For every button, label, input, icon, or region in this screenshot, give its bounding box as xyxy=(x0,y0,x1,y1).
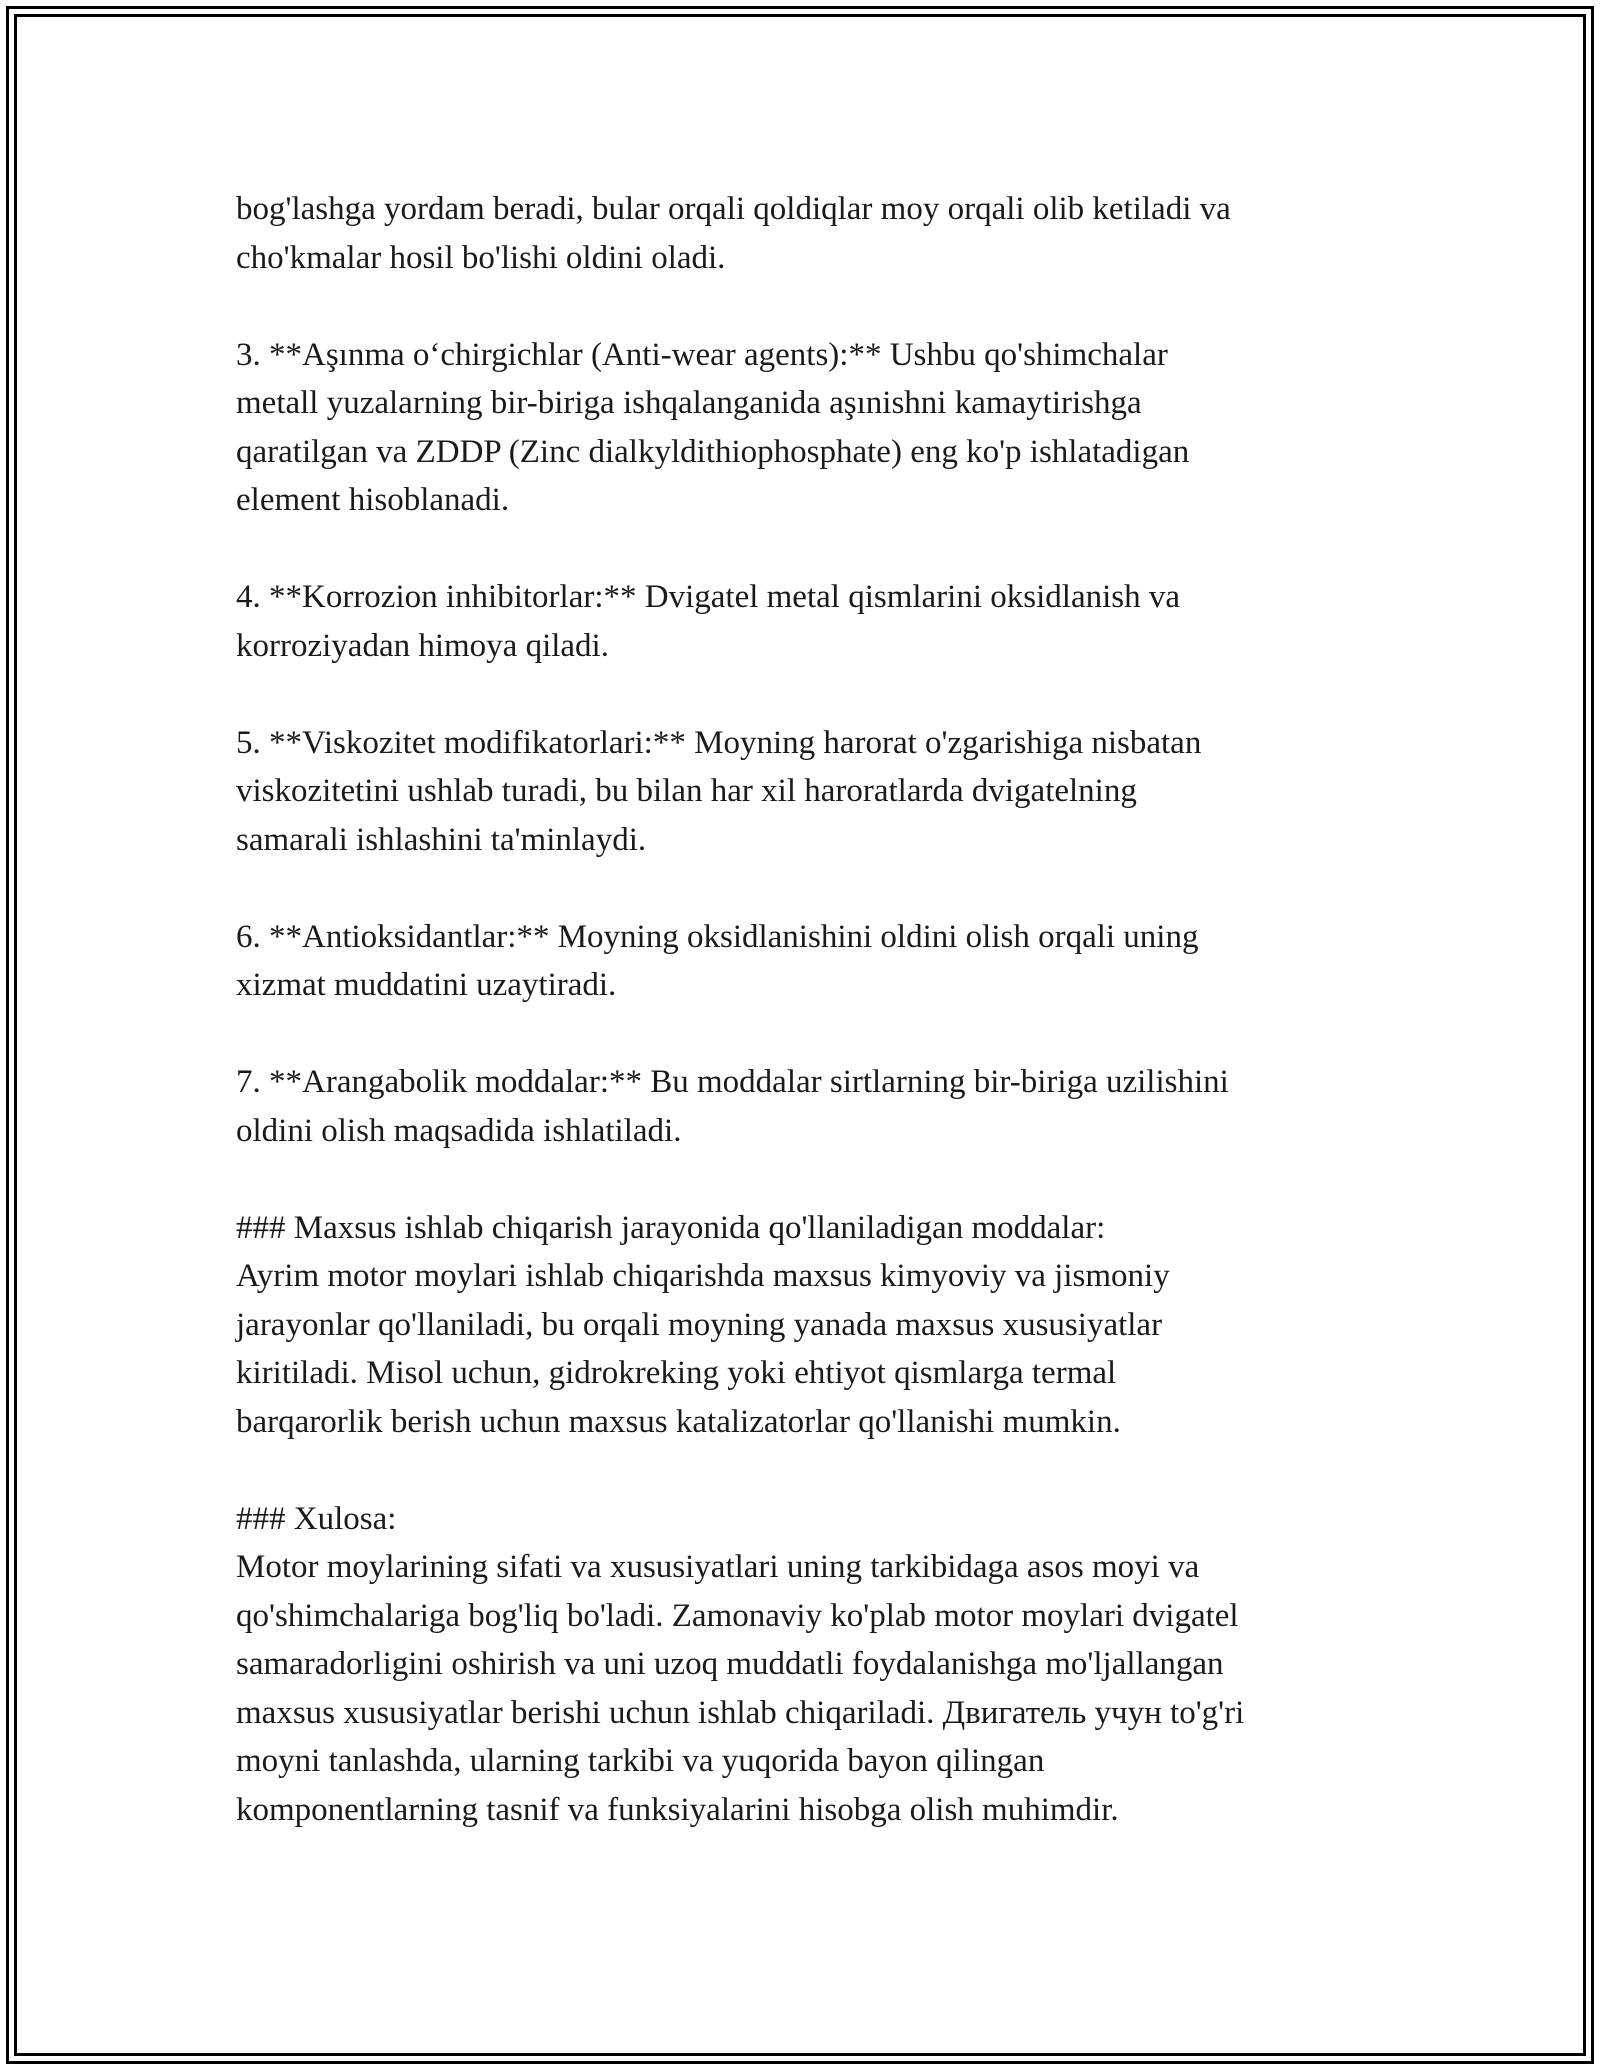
text-line: Motor moylarining sifati va xususiyatlari uning tarkibidaga asos moyi va xyxy=(236,1549,1200,1585)
list-item-viscosity-modifiers xyxy=(236,719,1366,865)
text-line: element hisoblanadi. xyxy=(236,482,510,518)
list-item-anti-seize xyxy=(236,1058,1366,1155)
text-line: samarali ishlashini ta'minlaydi. xyxy=(236,821,647,858)
section-heading: ### Maxsus ishlab chiqarish jarayonida qo'llaniladigan moddalar: xyxy=(236,1209,1106,1246)
text-line: qo'shimchalariga bog'liq bo'ladi. Zamonaviy ko'plab motor moylari dvigatel xyxy=(236,1597,1239,1634)
text-line: 5. **Viskozitet modifikatorlari:** Moyning harorat o'zgarishiga nisbatan xyxy=(236,724,1202,761)
text-line: oldini olish maqsadida ishlatiladi. xyxy=(236,1112,682,1149)
text-line: 4. **Korrozion inhibitorlar:** Dvigatel metal qismlarini oksidlanish va xyxy=(236,579,1180,615)
text-line: kiritiladi. Misol uchun, gidrokreking yoki ehtiyot qismlarga termal xyxy=(236,1355,1117,1391)
section-special-production xyxy=(236,1204,1366,1447)
text-line: korroziyadan himoya qiladi. xyxy=(236,627,609,664)
list-item-corrosion-inhibitors xyxy=(236,573,1366,670)
section-conclusion xyxy=(236,1495,1366,1835)
text-line: barqarorlik berish uchun maxsus katalizatorlar qo'llanishi mumkin. xyxy=(236,1403,1121,1440)
text-line: qaratilgan va ZDDP (Zinc dialkyldithiophosphate) eng ko'p ishlatadigan xyxy=(236,433,1190,470)
paragraph-continuation xyxy=(236,185,1366,282)
text-line: metall yuzalarning bir-biriga ishqalanganida aşınishni kamaytirishga xyxy=(236,385,1142,421)
text-line: komponentlarning tasnif va funksiyalarini hisobga olish muhimdir. xyxy=(236,1791,1119,1828)
document-body xyxy=(236,185,1366,1883)
text-line: maxsus xususiyatlar berishi uchun ishlab chiqariladi. Двигатель учун to'g'ri xyxy=(236,1694,1245,1731)
text-line: 6. **Antioksidantlar:** Moyning oksidlanishini oldini olish orqali uning xyxy=(236,918,1199,955)
section-heading: ### Xulosa: xyxy=(236,1500,397,1537)
text-line: samaradorligini oshirish va uni uzoq muddatli foydalanishga mo'ljallangan xyxy=(236,1646,1224,1682)
text-line: bog'lashga yordam beradi, bular orqali qoldiqlar moy orqali olib ketiladi va xyxy=(236,191,1231,227)
list-item-antioxidants xyxy=(236,913,1366,1010)
list-item-anti-wear xyxy=(236,331,1366,525)
text-line: xizmat muddatini uzaytiradi. xyxy=(236,967,617,1003)
text-line: Ayrim motor moylari ishlab chiqarishda maxsus kimyoviy va jismoniy xyxy=(236,1258,1170,1294)
text-line: viskozitetini ushlab turadi, bu bilan har xil haroratlarda dvigatelning xyxy=(236,773,1137,809)
text-line: 7. **Arangabolik moddalar:** Bu moddalar sirtlarning bir-biriga uzilishini xyxy=(236,1064,1229,1100)
text-line: 3. **Aşınma o‘chirgichlar (Anti-wear agents):** Ushbu qo'shimchalar xyxy=(236,336,1168,373)
text-line: cho'kmalar hosil bo'lishi oldini oladi. xyxy=(236,239,726,276)
text-line: jarayonlar qo'llaniladi, bu orqali moyning yanada maxsus xususiyatlar xyxy=(236,1306,1163,1343)
text-line: moyni tanlashda, ularning tarkibi va yuqorida bayon qilingan xyxy=(236,1743,1045,1779)
